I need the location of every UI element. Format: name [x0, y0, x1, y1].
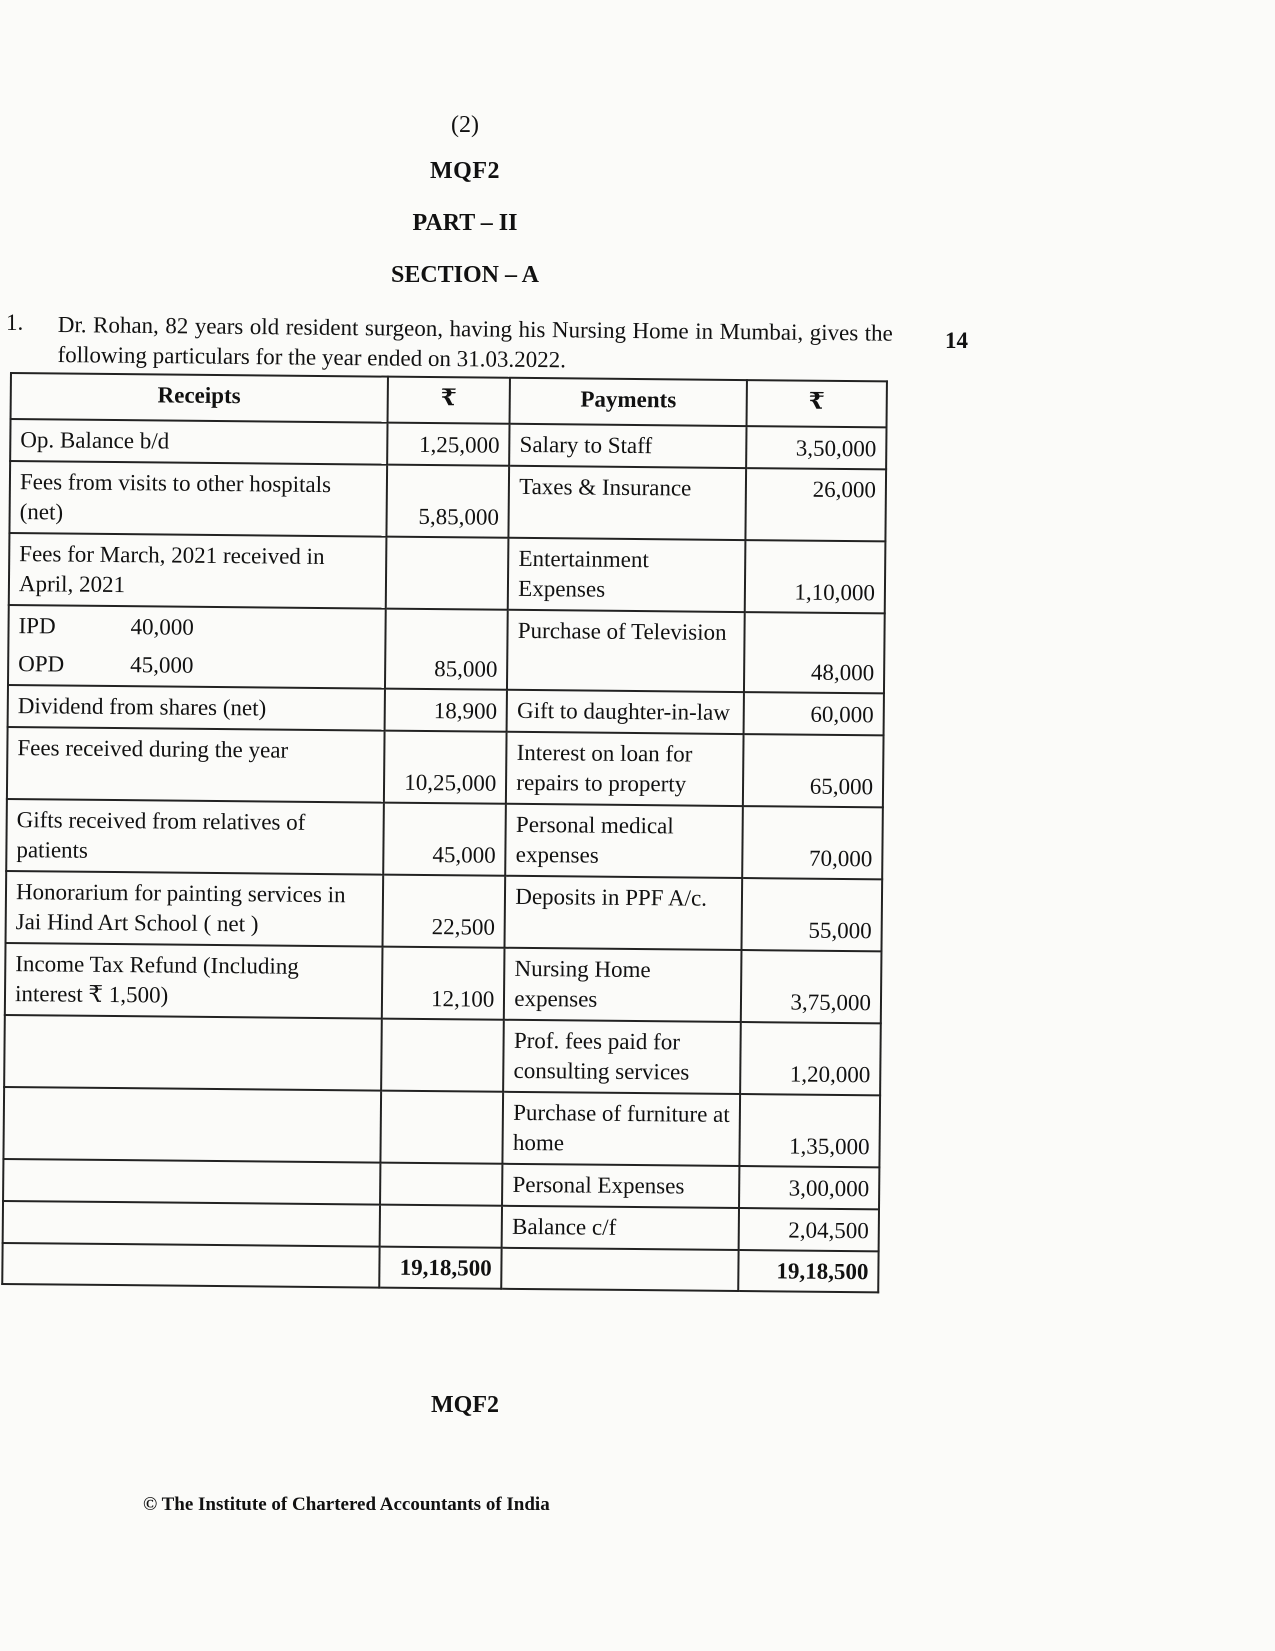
payment-amount: 1,20,000 [740, 1022, 881, 1095]
receipt-amount [385, 537, 508, 610]
table-row [6, 799, 883, 879]
receipt-label: Op. Balance b/d [10, 419, 387, 465]
payment-amount: 3,50,000 [746, 426, 887, 469]
table-row [8, 605, 885, 693]
payment-amount: 2,04,500 [738, 1208, 879, 1251]
table-row [7, 727, 884, 807]
payment-label: Personal Expenses [502, 1164, 739, 1208]
payment-amount: 70,000 [742, 806, 883, 879]
payment-amount: 26,000 [745, 468, 886, 541]
paper-code: MQF2 [430, 158, 500, 184]
table-row [5, 943, 882, 1023]
receipt-amount [380, 1163, 503, 1206]
payment-amount: 1,35,000 [739, 1094, 880, 1167]
section-heading: SECTION – A [390, 262, 540, 288]
receipt-amount: 18,900 [384, 689, 507, 732]
receipt-label: Gifts received from relatives of patients [6, 799, 383, 875]
payment-amount: 55,000 [741, 878, 882, 951]
receipt-label: Income Tax Refund (Including interest ₹ 1,500) [5, 943, 382, 1019]
receipt-amount: 10,25,000 [384, 731, 507, 804]
ipd-line [18, 611, 375, 644]
payment-label: Balance c/f [502, 1206, 739, 1250]
receipt-amount: 85,000 [385, 609, 508, 690]
receipt-label: Fees for March, 2021 received in April, 2021 [9, 533, 386, 609]
fee-breakdown [8, 605, 385, 689]
ipd-label: IPD [18, 613, 56, 639]
opd-label: OPD [18, 651, 65, 677]
payment-label: Deposits in PPF A/c. [505, 876, 742, 950]
copyright-footer: © The Institute of Chartered Accountants of India [143, 1494, 550, 1515]
payment-label: Gift to daughter-in-law [507, 690, 744, 734]
totals-row [2, 1243, 878, 1292]
receipt-amount: 22,500 [382, 875, 505, 948]
payment-label: Taxes & Insurance [509, 466, 746, 540]
receipts-total: 19,18,500 [379, 1247, 502, 1289]
paper-code-bottom: MQF2 [431, 1392, 499, 1418]
receipt-amount: 5,85,000 [386, 465, 509, 538]
part-heading: PART – II [412, 210, 518, 236]
receipt-label: Fees received during the year [7, 727, 384, 803]
receipt-amount [381, 1019, 504, 1092]
receipt-label: Dividend from shares (net) [8, 685, 385, 731]
totals-blank [502, 1248, 739, 1291]
table-row [6, 871, 883, 951]
table-header-row [11, 373, 887, 427]
payment-label: Personal medical expenses [505, 804, 742, 878]
table-row [9, 461, 886, 541]
payment-amount: 65,000 [743, 734, 884, 807]
receipt-label [3, 1159, 380, 1205]
payment-label: Entertainment Expenses [508, 538, 745, 612]
question-number: 1. [6, 310, 24, 335]
payment-label: Nursing Home expenses [504, 948, 741, 1022]
payment-amount: 48,000 [744, 612, 885, 693]
payment-amount: 3,75,000 [741, 950, 882, 1023]
receipt-label: Fees from visits to other hospitals (net) [9, 461, 386, 537]
payment-label: Purchase of furniture at home [503, 1092, 740, 1166]
payment-amount: 60,000 [743, 692, 884, 735]
receipt-label: Honorarium for painting services in Jai Hind Art School ( net ) [6, 871, 383, 947]
payment-label: Prof. fees paid for consulting services [503, 1020, 740, 1094]
receipt-label [3, 1087, 380, 1163]
receipt-amount: 45,000 [383, 803, 506, 876]
totals-blank [2, 1243, 379, 1288]
receipts-payments-table [1, 372, 888, 1293]
receipt-amount: 1,25,000 [387, 423, 510, 466]
opd-line [18, 649, 375, 682]
table-row [3, 1087, 880, 1167]
payments-header: Payments [510, 378, 747, 426]
payment-label: Salary to Staff [509, 424, 746, 468]
receipt-amount [379, 1205, 502, 1248]
table-row [4, 1015, 881, 1095]
receipts-header: Receipts [11, 373, 388, 423]
payment-amount: 3,00,000 [739, 1166, 880, 1209]
rupee-header-payments: ₹ [746, 380, 887, 427]
receipt-amount: 12,100 [381, 947, 504, 1020]
ipd-value: 40,000 [130, 614, 194, 640]
rupee-header-receipts: ₹ [387, 377, 510, 424]
question-marks: 14 [945, 328, 968, 353]
opd-value: 45,000 [130, 652, 194, 678]
payment-label: Interest on loan for repairs to property [506, 732, 743, 806]
table-row [9, 533, 886, 613]
receipt-amount [380, 1091, 503, 1164]
question-text: Dr. Rohan, 82 years old resident surgeon, having his Nursing Home in Mumbai, gives the following particulars for the year ended on 31.03.2022. [57, 311, 893, 373]
page-number: (2) [451, 112, 479, 138]
receipt-label [4, 1015, 381, 1091]
payments-total: 19,18,500 [738, 1250, 879, 1292]
payment-amount: 1,10,000 [745, 540, 886, 613]
payment-label: Purchase of Television [507, 610, 744, 692]
receipt-label [3, 1201, 380, 1247]
